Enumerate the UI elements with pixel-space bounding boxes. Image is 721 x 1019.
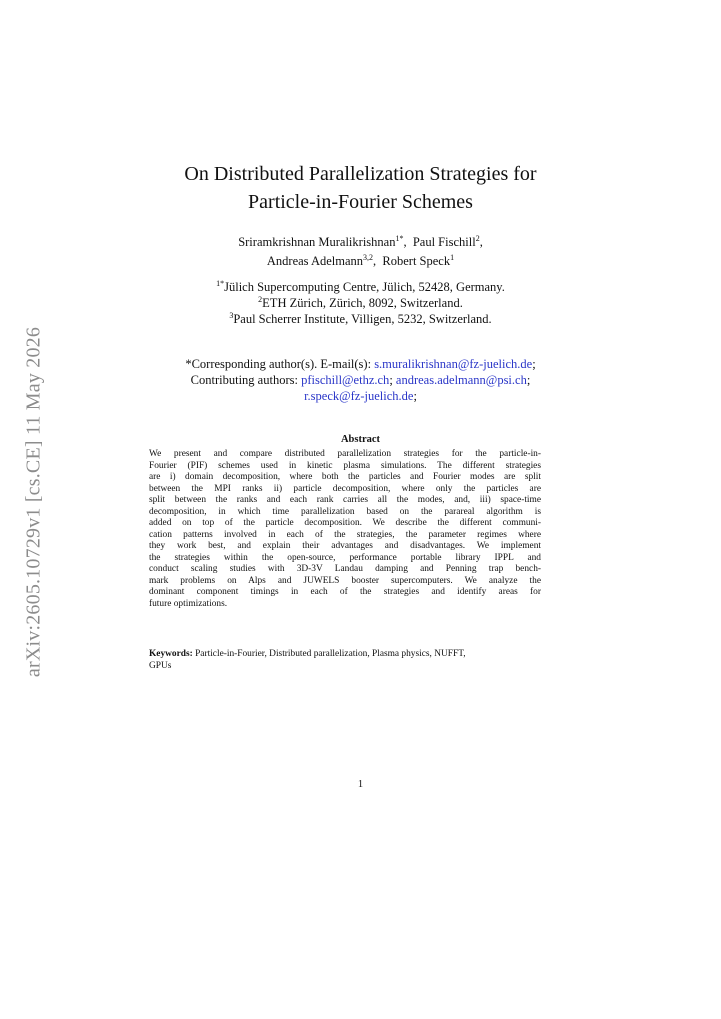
title-line-2: Particle-in-Fourier Schemes	[248, 191, 473, 213]
abstract-line: Fourier (PIF) schemes used in kinetic plasma simulations. The different strategies	[149, 460, 541, 471]
author-name: Sriramkrishnan Muralikrishnan	[238, 235, 396, 249]
affiliations	[0, 279, 721, 327]
abstract-line: split between the ranks and each rank carries all the modes, and, iii) space-time	[149, 495, 541, 505]
abstract-line: decomposition, in which time parallelization based on the parareal algorithm is	[149, 506, 541, 517]
author-list: Sriramkrishnan Muralikrishnan$^{1*}$, Paul Fischill$^2$, Andreas Adelmann$^{3,2}$, Robert Speck$^1$	[238, 234, 483, 268]
affiliation-line: $^2$ETH Zürich, Zürich, 8092, Switzerland.	[258, 295, 463, 310]
keywords-label: Keywords:	[149, 649, 193, 659]
abstract-line: the strategies within the open-source, performance portable library IPPL and	[149, 552, 541, 563]
affiliation-line: $^{1*}$Jülich Supercomputing Centre, Jülich, 52428, Germany.	[216, 279, 505, 294]
keywords-list: Particle-in-Fourier, Distributed parallelization, Plasma physics, NUFFT,	[192, 649, 466, 659]
abstract-body	[149, 449, 541, 610]
page-number: 1	[357, 779, 364, 790]
abstract-line: future optimizations.	[149, 598, 228, 609]
abstract-line: cation patterns involved in each of the strategies, the parameter regimes where	[149, 529, 541, 540]
arxiv-identifier: arXiv:2605.10729v1 [cs.CE] 11 May 2026	[22, 326, 45, 678]
abstract-line: added on top of the particle decomposition. We describe the different communi-	[149, 518, 541, 528]
title-line-1: On Distributed Parallelization Strategies for	[184, 163, 537, 185]
abstract-line: dominant component timings in each of the strategies and identify areas for	[149, 587, 541, 597]
abstract-line: We present and compare distributed parallelization strategies for the particle-in-	[149, 449, 541, 459]
author-name: Andreas Adelmann	[266, 254, 364, 268]
email-link[interactable]: pfischill@ethz.ch	[301, 373, 390, 387]
keywords-list-continued: GPUs	[149, 660, 172, 671]
email-link[interactable]: andreas.adelmann@psi.ch	[395, 373, 527, 387]
author-affil-mark: 2	[475, 234, 480, 243]
author-name: Robert Speck	[382, 254, 451, 268]
abstract-line: mark problems on Alps and JUWELS booster supercomputers. We analyze the	[149, 575, 541, 586]
affiliation-line: $^3$Paul Scherrer Institute, Villigen, 5232, Switzerland.	[229, 311, 492, 326]
abstract-line: conduct scaling studies with 3D-3V Landau damping and Penning trap bench-	[149, 564, 541, 574]
correspondence-block: *Corresponding author(s). E-mail(s): s.muralikrishnan@fz-juelich.de; Contributing authors: pfischill@ethz.ch; andreas.adelmann@psi.ch; r.speck@fz-juelich.de;	[185, 357, 536, 403]
contributing-label: Contributing authors:	[190, 373, 298, 387]
abstract-heading: Abstract	[340, 434, 381, 445]
corresponding-label: *Corresponding author(s). E-mail(s):	[185, 357, 372, 371]
abstract-line: between the MPI ranks ii) particle decomposition, where only the particles are	[149, 483, 541, 494]
paper-title	[0, 160, 721, 216]
keywords	[149, 649, 541, 672]
abstract-line: are i) domain decomposition, where both the particles and Fourier modes are split	[149, 472, 541, 482]
author-affil-mark: 1*	[395, 234, 404, 243]
abstract-line: they work best, and explain their advantages and disadvantages. We implement	[149, 541, 541, 551]
author-affil-mark: 3,2	[363, 253, 374, 262]
author-affil-mark: 1	[450, 253, 455, 262]
corresponding-email-link[interactable]: s.muralikrishnan@fz-juelich.de	[374, 357, 533, 371]
email-link[interactable]: r.speck@fz-juelich.de	[304, 389, 414, 403]
author-name: Paul Fischill	[412, 235, 476, 249]
